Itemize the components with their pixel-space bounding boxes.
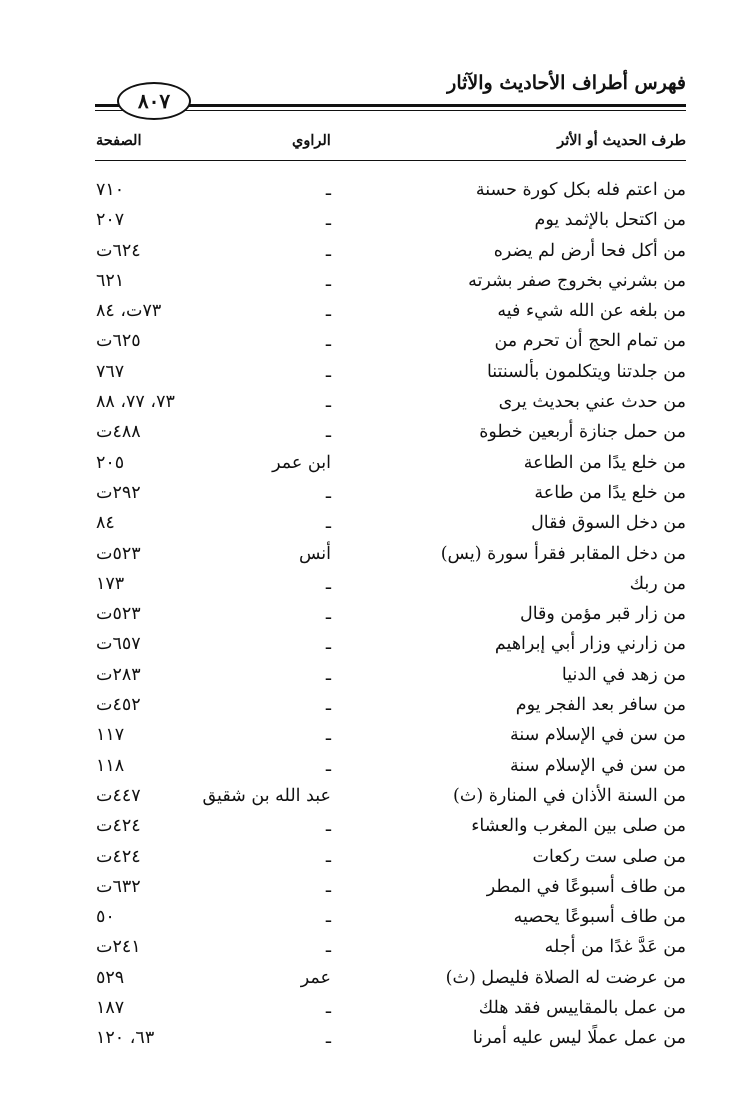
- hadith-cell: من عمل بالمقاييس فقد هلك: [478, 998, 686, 1019]
- rawi-cell: ـ: [325, 240, 331, 261]
- hadith-cell: من أكل فحا أرض لم يضره: [493, 240, 686, 261]
- rawi-cell: ـ: [325, 907, 331, 928]
- table-row: [0, 417, 756, 447]
- page-cell: ٦٣، ١٢٠: [96, 1028, 155, 1049]
- page-cell: ٢٩٢ت: [96, 482, 141, 503]
- page-cell: ٨٤: [96, 513, 115, 534]
- page-cell: ١٨٧: [96, 998, 125, 1019]
- hadith-cell: من بلغه عن الله شيء فيه: [497, 301, 686, 322]
- page-cell: ٤٢٤ت: [96, 816, 141, 837]
- page-cell: ٧٣، ٧٧، ٨٨: [96, 392, 175, 413]
- hadith-cell: من حدث عني بحديث يرى: [498, 392, 686, 413]
- rawi-cell: ـ: [325, 301, 331, 322]
- hadith-cell: من دخل السوق فقال: [531, 513, 686, 534]
- page-cell: ٢٨٣ت: [96, 664, 141, 685]
- hadith-cell: من عمل عملًا ليس عليه أمرنا: [472, 1028, 686, 1049]
- hadith-cell: من طاف أسبوعًا يحصيه: [513, 907, 686, 928]
- page-cell: ٧١٠: [96, 180, 125, 200]
- rawi-cell: ابن عمر: [272, 452, 331, 473]
- table-row: [0, 478, 756, 508]
- rawi-cell: ـ: [325, 1028, 331, 1049]
- rawi-cell: ـ: [325, 937, 331, 958]
- hadith-cell: من سن في الإسلام سنة: [510, 755, 686, 776]
- rawi-cell: ـ: [325, 513, 331, 534]
- rawi-cell: ـ: [325, 695, 331, 716]
- table-row: [0, 751, 756, 781]
- table-row: [0, 1023, 756, 1053]
- rawi-cell: ـ: [325, 816, 331, 837]
- hadith-cell: من دخل المقابر فقرأ سورة (يس): [440, 543, 686, 564]
- rawi-cell: ـ: [325, 846, 331, 867]
- table-row: [0, 508, 756, 538]
- table-row: [0, 175, 756, 205]
- rawi-cell: أنس: [298, 543, 331, 564]
- table-row: [0, 205, 756, 235]
- rawi-cell: ـ: [325, 876, 331, 897]
- hadith-cell: من زهد في الدنيا: [561, 664, 686, 685]
- rawi-cell: ـ: [325, 634, 331, 655]
- rawi-cell: ـ: [325, 755, 331, 776]
- rawi-cell: ـ: [325, 998, 331, 1019]
- hadith-cell: من زار قبر مؤمن وقال: [520, 604, 686, 625]
- table-row: [0, 448, 756, 478]
- hadith-cell: من خلع يدًا من الطاعة: [523, 452, 686, 473]
- rawi-cell: ـ: [325, 573, 331, 594]
- hadith-cell: من عرضت له الصلاة فليصل (ث): [445, 967, 686, 988]
- table-row: [0, 539, 756, 569]
- page-cell: ٥٢٣ت: [96, 604, 141, 625]
- page-cell: ٥٠: [96, 907, 115, 928]
- hadith-cell: من خلع يدًا من طاعة: [534, 482, 686, 503]
- hadith-cell: من اعتم فله بكل كورة حسنة: [475, 180, 686, 200]
- column-header-hadith: طرف الحديث أو الأثر: [557, 132, 686, 149]
- table-row: [0, 296, 756, 326]
- table-row: [0, 569, 756, 599]
- rawi-cell: عمر: [300, 967, 331, 988]
- page-cell: ٦٣٢ت: [96, 876, 141, 897]
- table-row: [0, 781, 756, 811]
- hadith-cell: من حمل جنازة أربعين خطوة: [479, 422, 686, 443]
- hadith-cell: من عَدَّ غدًا من أجله: [544, 937, 686, 958]
- rawi-cell: ـ: [325, 270, 331, 291]
- hadith-cell: من سافر بعد الفجر يوم: [515, 695, 686, 716]
- table-row: [0, 326, 756, 356]
- hadith-cell: من اكتحل بالإثمد يوم: [534, 210, 686, 231]
- hadith-cell: من السنة الأذان في المنارة (ث): [453, 785, 686, 806]
- page-cell: ٤٤٧ت: [96, 785, 141, 806]
- column-header-page: الصفحة: [96, 132, 142, 149]
- table-row: [0, 357, 756, 387]
- hadith-cell: من زارني وزار أبي إبراهيم: [494, 634, 686, 655]
- table-row: [0, 660, 756, 690]
- page-cell: ٥٢٩: [96, 967, 125, 988]
- index-table: [0, 175, 756, 1054]
- hadith-cell: من صلى بين المغرب والعشاء: [471, 816, 686, 837]
- table-row: [0, 993, 756, 1023]
- rawi-cell: ـ: [325, 210, 331, 231]
- rawi-cell: ـ: [325, 331, 331, 352]
- table-row: [0, 842, 756, 872]
- rawi-cell: عبد الله بن شقيق: [202, 785, 331, 806]
- page-cell: ٥٢٣ت: [96, 543, 141, 564]
- column-header-rule: [95, 160, 686, 161]
- page-cell: ٦٥٧ت: [96, 634, 141, 655]
- column-header-rawi: الراوي: [292, 132, 331, 149]
- hadith-cell: من سن في الإسلام سنة: [510, 725, 686, 746]
- page-cell: ٧٣ت، ٨٤: [96, 301, 162, 322]
- page-cell: ١٧٣: [96, 573, 125, 594]
- page-cell: ٤٥٢ت: [96, 695, 141, 716]
- table-row: [0, 872, 756, 902]
- table-row: [0, 811, 756, 841]
- hadith-cell: من ربك: [629, 573, 686, 594]
- page-cell: ٤٢٤ت: [96, 846, 141, 867]
- running-title: فهرس أطراف الأحاديث والآثار: [447, 72, 686, 94]
- page-cell: ٢٤١ت: [96, 937, 141, 958]
- table-row: [0, 690, 756, 720]
- rawi-cell: ـ: [325, 604, 331, 625]
- table-row: [0, 236, 756, 266]
- rawi-cell: ـ: [325, 725, 331, 746]
- page-cell: ٢٠٥: [96, 452, 125, 473]
- table-row: [0, 902, 756, 932]
- hadith-cell: من صلى ست ركعات: [532, 846, 686, 867]
- rawi-cell: ـ: [325, 392, 331, 413]
- table-row: [0, 599, 756, 629]
- rawi-cell: ـ: [325, 180, 331, 200]
- page-cell: ٢٠٧: [96, 210, 125, 231]
- page-cell: ١١٨: [96, 755, 125, 776]
- page-cell: ٧٦٧: [96, 361, 125, 382]
- hadith-cell: من طاف أسبوعًا في المطر: [486, 876, 686, 897]
- hadith-cell: من تمام الحج أن تحرم من: [494, 331, 686, 352]
- table-row: [0, 932, 756, 962]
- table-row: [0, 963, 756, 993]
- rawi-cell: ـ: [325, 422, 331, 443]
- hadith-cell: من بشرني بخروج صفر بشرته: [468, 270, 686, 291]
- page-number-badge: ٨٠٧: [117, 82, 191, 120]
- rawi-cell: ـ: [325, 361, 331, 382]
- table-row: [0, 266, 756, 296]
- table-row: [0, 629, 756, 659]
- page-cell: ٦٢٤ت: [96, 240, 141, 261]
- table-row: [0, 387, 756, 417]
- page-cell: ٦٢١: [96, 270, 125, 291]
- page-cell: ٤٨٨ت: [96, 422, 141, 443]
- table-row: [0, 720, 756, 750]
- page-cell: ١١٧: [96, 725, 125, 746]
- page-cell: ٦٢٥ت: [96, 331, 141, 352]
- hadith-cell: من جلدتنا ويتكلمون بألسنتنا: [486, 361, 686, 382]
- rawi-cell: ـ: [325, 664, 331, 685]
- rawi-cell: ـ: [325, 482, 331, 503]
